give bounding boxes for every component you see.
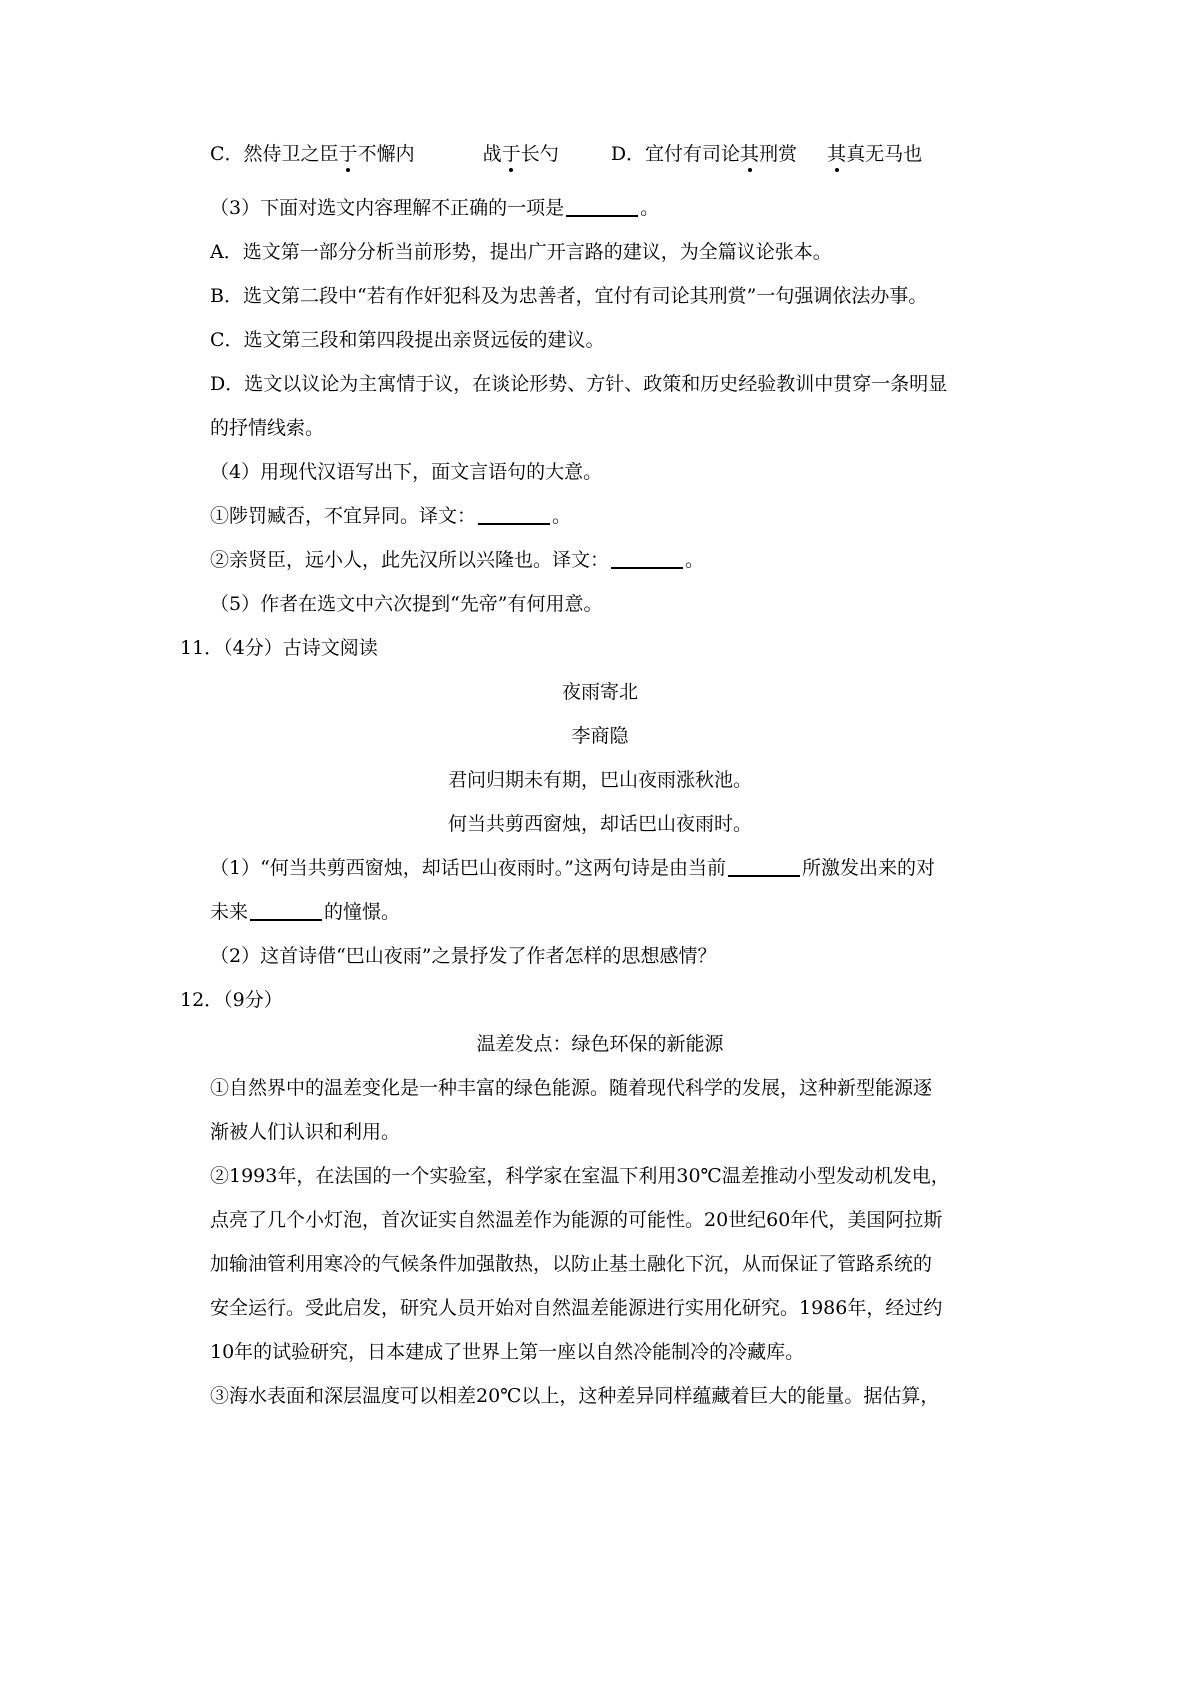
paragraph-2-line4: 安全运行。受此启发，研究人员开始对自然温差能源进行实用化研究。1986年，经过约 bbox=[210, 1297, 943, 1319]
answer-blank bbox=[566, 195, 638, 217]
option-c-prefix: C．然侍卫之臣 bbox=[210, 143, 339, 165]
stem-text: 的憧憬。 bbox=[324, 901, 401, 923]
article-title: 温差发点：绿色环保的新能源 bbox=[476, 1033, 724, 1055]
option-d-mid: 刑赏 bbox=[759, 143, 798, 165]
answer-blank bbox=[478, 503, 550, 525]
q10-sub4-stem: （4）用现代汉语写出下，面文言语句的大意。 bbox=[210, 461, 603, 483]
paragraph-1-line1: ①自然界中的温差变化是一种丰富的绿色能源。随着现代科学的发展，这种新型能源逐 bbox=[210, 1077, 933, 1099]
q11-sub1-line1 bbox=[210, 855, 935, 881]
q10-sub3-option-d-line2: 的抒情线索。 bbox=[210, 417, 325, 439]
q10-sub3-option-d-line1: D．选文以议论为主寓情于议，在谈论形势、方针、政策和历史经验教训中贯穿一条明显 bbox=[210, 373, 948, 395]
option-c-mid: 不懈内 bbox=[357, 143, 415, 165]
q10-sub5: （5）作者在选文中六次提到“先帝”有何用意。 bbox=[210, 593, 603, 615]
poem-line-1: 君问归期未有期，巴山夜雨涨秋池。 bbox=[447, 769, 752, 791]
emphasis-dot-char: 于 bbox=[501, 143, 521, 165]
stem-text: （3）下面对选文内容理解不正确的一项是 bbox=[210, 197, 565, 219]
item-end: 。 bbox=[552, 505, 572, 527]
paragraph-2-line3: 加输油管利用寒冷的气候条件加强散热，以防止基土融化下沉，从而保证了管路系统的 bbox=[210, 1253, 933, 1275]
q10-sub3-stem bbox=[210, 195, 659, 221]
paragraph-1-line2: 渐被人们认识和利用。 bbox=[210, 1121, 401, 1143]
option-c-d-line bbox=[210, 141, 922, 167]
q10-sub4-item2 bbox=[210, 547, 704, 573]
stem-end: 。 bbox=[640, 197, 660, 219]
stem-text: 未来 bbox=[210, 901, 249, 923]
emphasis-dot-char: 其 bbox=[827, 143, 847, 165]
q10-sub3-option-b: B．选文第二段中“若有作奸犯科及为忠善者，宜付有司论其刑赏”一句强调依法办事。 bbox=[210, 285, 928, 307]
poem-title: 夜雨寄北 bbox=[561, 681, 638, 703]
q10-sub3-option-c: C．选文第三段和第四段提出亲贤远佞的建议。 bbox=[210, 329, 605, 351]
answer-blank bbox=[728, 855, 800, 877]
q11-sub1-line2 bbox=[210, 899, 400, 925]
stem-text: （1）“何当共剪西窗烛，却话巴山夜雨时。”这两句诗是由当前 bbox=[210, 857, 727, 879]
option-d-prefix: D．宜付有司论 bbox=[610, 143, 741, 165]
emphasis-dot-char: 其 bbox=[740, 143, 760, 165]
poem-author: 李商隐 bbox=[571, 725, 629, 747]
paragraph-2-line1: ②1993年，在法国的一个实验室，科学家在室温下利用30℃温差推动小型发动机发电， bbox=[210, 1165, 950, 1187]
option-c2-post: 长勺 bbox=[520, 143, 559, 165]
poem-line-2: 何当共剪西窗烛，却话巴山夜雨时。 bbox=[447, 813, 752, 835]
paragraph-3-line1: ③海水表面和深层温度可以相差20℃以上，这种差异同样蕴藏着巨大的能量。据估算， bbox=[210, 1385, 940, 1407]
emphasis-dot-char: 于 bbox=[338, 143, 358, 165]
option-d-post: 真无马也 bbox=[846, 143, 923, 165]
item-text: ①陟罚臧否，不宜异同。译文： bbox=[210, 505, 477, 527]
answer-blank bbox=[250, 899, 322, 921]
q12-header: 12．（9分） bbox=[180, 989, 283, 1011]
q10-sub3-option-a: A．选文第一部分分析当前形势，提出广开言路的建议，为全篇议论张本。 bbox=[210, 241, 832, 263]
item-text: ②亲贤臣，远小人，此先汉所以兴隆也。译文： bbox=[210, 549, 610, 571]
answer-blank bbox=[611, 547, 683, 569]
paragraph-2-line2: 点亮了几个小灯泡，首次证实自然温差作为能源的可能性。20世纪60年代，美国阿拉斯 bbox=[210, 1209, 943, 1231]
paragraph-2-line5: 10年的试验研究，日本建成了世界上第一座以自然冷能制冷的冷藏库。 bbox=[210, 1341, 805, 1363]
q10-sub4-item1 bbox=[210, 503, 571, 529]
item-end: 。 bbox=[685, 549, 705, 571]
q11-header: 11．（4分）古诗文阅读 bbox=[180, 637, 378, 659]
stem-text: 所激发出来的对 bbox=[802, 857, 936, 879]
option-c2-pre: 战 bbox=[482, 143, 502, 165]
q11-sub2: （2）这首诗借“巴山夜雨”之景抒发了作者怎样的思想感情？ bbox=[210, 945, 717, 967]
